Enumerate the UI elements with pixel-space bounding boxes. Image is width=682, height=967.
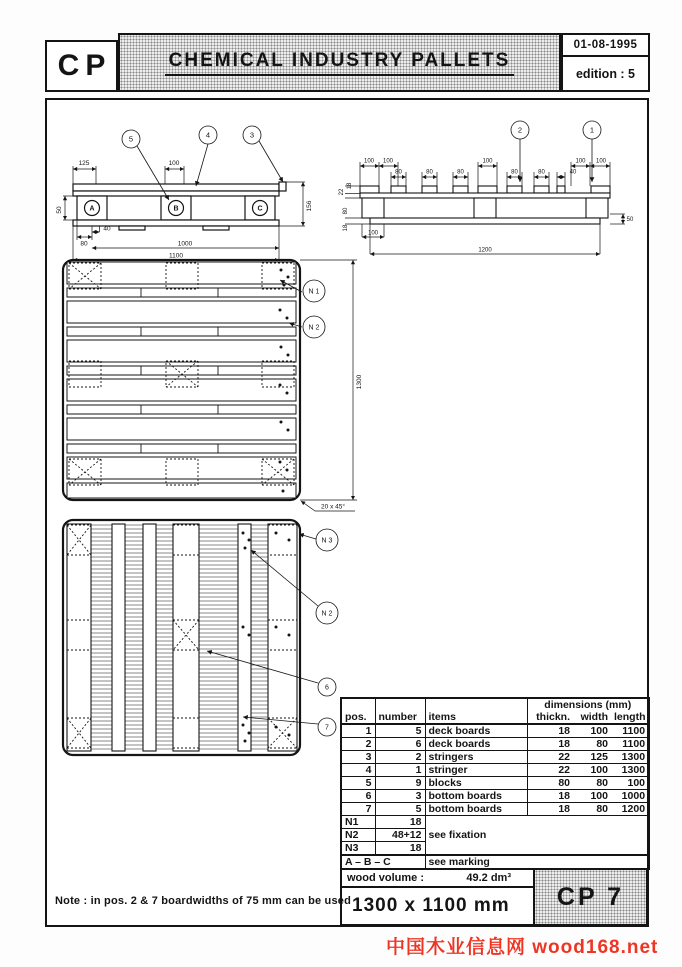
- table-row: [341, 724, 649, 738]
- cell-thickn: 18: [527, 803, 573, 816]
- top-dim-3: 80: [426, 169, 433, 176]
- callout-7: 7: [325, 724, 329, 732]
- long-view-callouts: [511, 121, 601, 182]
- cell-width: 80: [573, 803, 611, 816]
- spec-table: [340, 697, 650, 870]
- cell-n1-qty: 18: [375, 816, 425, 829]
- cell-n2: N2: [341, 829, 375, 842]
- cell-width: 100: [573, 790, 611, 803]
- spacer-cell: [341, 698, 375, 711]
- deck-top-view-drawing: [55, 250, 375, 518]
- top-dim-0: 100: [363, 158, 375, 165]
- date-label: 01-08-1995: [563, 35, 648, 57]
- top-dim-5: 100: [482, 158, 493, 165]
- cell-length: 1100: [611, 724, 649, 738]
- left-dim-18-bottom: 18: [343, 224, 349, 232]
- dim-1300: 1300: [356, 374, 363, 390]
- callout-5: 5: [128, 134, 134, 144]
- cell-width: 100: [573, 724, 611, 738]
- dim-50: 50: [56, 206, 63, 214]
- cell-length: 100: [611, 777, 649, 790]
- chamfer-note: 20 x 45°: [321, 503, 345, 511]
- left-dim-18-top: 18: [347, 182, 353, 190]
- cell-length: 1100: [611, 738, 649, 751]
- bottom-view-drawing: [55, 515, 365, 777]
- wood-volume-label: wood volume :: [347, 872, 424, 884]
- dim-100: 100: [168, 160, 180, 167]
- left-dim-22: 22: [339, 188, 345, 196]
- callout-n2-bottom: N 2: [321, 610, 333, 618]
- callout-6: 6: [325, 684, 329, 692]
- table-row: [341, 738, 649, 751]
- cell-length: 1000: [611, 790, 649, 803]
- cell-length: 1300: [611, 751, 649, 764]
- long-side-view-drawing: [335, 110, 645, 262]
- cell-thickn: 22: [527, 764, 573, 777]
- spacer-cell: [375, 698, 425, 711]
- cell-n3: N3: [341, 842, 375, 856]
- table-row: [341, 751, 649, 764]
- cell-number: 5: [375, 724, 425, 738]
- cell-width: 100: [573, 764, 611, 777]
- cell-item: blocks: [425, 777, 527, 790]
- title-bar: [118, 33, 561, 92]
- cell-pos: 2: [341, 738, 375, 751]
- summary-left: [342, 870, 535, 924]
- dims-header-row: [341, 698, 649, 711]
- col-header-items: items: [425, 711, 527, 724]
- marking-note: see marking: [425, 855, 649, 869]
- wood-volume-row: [342, 870, 533, 888]
- spec-table-block: [340, 697, 648, 926]
- column-header-row: [341, 711, 649, 724]
- cell-number: 1: [375, 764, 425, 777]
- wood-volume-value: 49.2 dm³: [466, 872, 511, 884]
- fixation-note: see fixation: [425, 816, 649, 856]
- spacer-cell: [425, 698, 527, 711]
- col-header-thickn: thickn.: [527, 711, 573, 724]
- cell-width: 80: [573, 738, 611, 751]
- dim-1100: 1100: [169, 252, 183, 260]
- page-title: CHEMICAL INDUSTRY PALLETS: [165, 50, 515, 76]
- top-dim-6: 80: [511, 169, 518, 176]
- cell-width: 80: [573, 777, 611, 790]
- table-row: [341, 764, 649, 777]
- block-b-label: B: [173, 205, 179, 213]
- cell-item: bottom boards: [425, 803, 527, 816]
- cell-n1: N1: [341, 816, 375, 829]
- callout-3: 3: [249, 130, 255, 140]
- cell-thickn: 80: [527, 777, 573, 790]
- cell-width: 125: [573, 751, 611, 764]
- cell-number: 9: [375, 777, 425, 790]
- edition-label: edition : 5: [575, 66, 636, 81]
- table-row: [341, 803, 649, 816]
- top-dim-1: 100: [382, 158, 394, 165]
- cell-item: stringers: [425, 751, 527, 764]
- watermark: 中国木业信息网 wood168.net: [386, 937, 659, 958]
- col-header-number: number: [375, 711, 425, 724]
- sheet-code: CP 7: [535, 870, 646, 924]
- cell-number: 6: [375, 738, 425, 751]
- callout-2: 2: [517, 125, 523, 135]
- block-c-label: C: [257, 205, 263, 213]
- top-dim-2: 80: [395, 169, 402, 176]
- table-row: [341, 777, 649, 790]
- cell-number: 5: [375, 803, 425, 816]
- dim-125: 125: [78, 160, 90, 167]
- callout-n1: N 1: [308, 288, 320, 296]
- cell-thickn: 18: [527, 738, 573, 751]
- callout-n2: N 2: [308, 324, 320, 332]
- pallet-end-structure: [73, 182, 286, 230]
- block-a-label: A: [89, 205, 95, 213]
- cell-thickn: 18: [527, 724, 573, 738]
- col-header-pos: pos.: [341, 711, 375, 724]
- cell-length: 1300: [611, 764, 649, 777]
- dims-header: dimensions (mm): [544, 699, 632, 711]
- cell-item: deck boards: [425, 738, 527, 751]
- cell-n3-qty: 18: [375, 842, 425, 856]
- cell-pos: 6: [341, 790, 375, 803]
- cell-item: bottom boards: [425, 790, 527, 803]
- cell-number: 3: [375, 790, 425, 803]
- drawing-frame: [45, 98, 649, 927]
- top-dim-10: 100: [595, 158, 607, 165]
- dim-156: 156: [306, 200, 313, 212]
- cell-length: 1200: [611, 803, 649, 816]
- table-row: [341, 790, 649, 803]
- top-dim-9: 100: [575, 158, 586, 165]
- pallet-long-structure: [360, 186, 610, 224]
- pallet-size: 1300 x 1100 mm: [352, 895, 510, 916]
- cell-thickn: 18: [527, 790, 573, 803]
- cell-pos: 7: [341, 803, 375, 816]
- header-right-block: [561, 33, 650, 92]
- top-dim-7: 80: [538, 169, 545, 176]
- dim-40: 40: [103, 225, 111, 233]
- cell-pos: 1: [341, 724, 375, 738]
- callout-n3: N 3: [321, 537, 333, 545]
- fixation-row: [341, 816, 649, 829]
- callout-1: 1: [589, 125, 595, 135]
- block-letter-labels: [89, 206, 262, 213]
- top-dim-8: 40: [569, 169, 577, 176]
- col-header-width: width: [573, 711, 611, 724]
- cell-pos: 4: [341, 764, 375, 777]
- summary-block: [340, 870, 648, 926]
- left-dim-80: 80: [343, 207, 349, 215]
- right-dim-50: 50: [626, 217, 634, 223]
- cell-n2-qty: 48+12: [375, 829, 425, 842]
- end-view-drawing: [53, 112, 325, 264]
- cell-thickn: 22: [527, 751, 573, 764]
- cell-pos: 5: [341, 777, 375, 790]
- dim-1000: 1000: [177, 240, 193, 248]
- bottom-dim-1200: 1200: [478, 247, 492, 254]
- marking-row: [341, 855, 649, 869]
- callout-4: 4: [205, 130, 211, 140]
- dim-80: 80: [80, 240, 88, 248]
- cell-item: deck boards: [425, 724, 527, 738]
- cell-item: stringer: [425, 764, 527, 777]
- cp-logo: CP: [45, 40, 118, 92]
- marking-label: A – B – C: [341, 855, 425, 869]
- bottom-dim-100: 100: [367, 230, 379, 237]
- col-header-length: length: [611, 711, 649, 724]
- footnote: Note : in pos. 2 & 7 boardwidths of 75 mm can be used: [55, 895, 352, 907]
- cell-pos: 3: [341, 751, 375, 764]
- cell-number: 2: [375, 751, 425, 764]
- top-dim-4: 80: [457, 169, 464, 176]
